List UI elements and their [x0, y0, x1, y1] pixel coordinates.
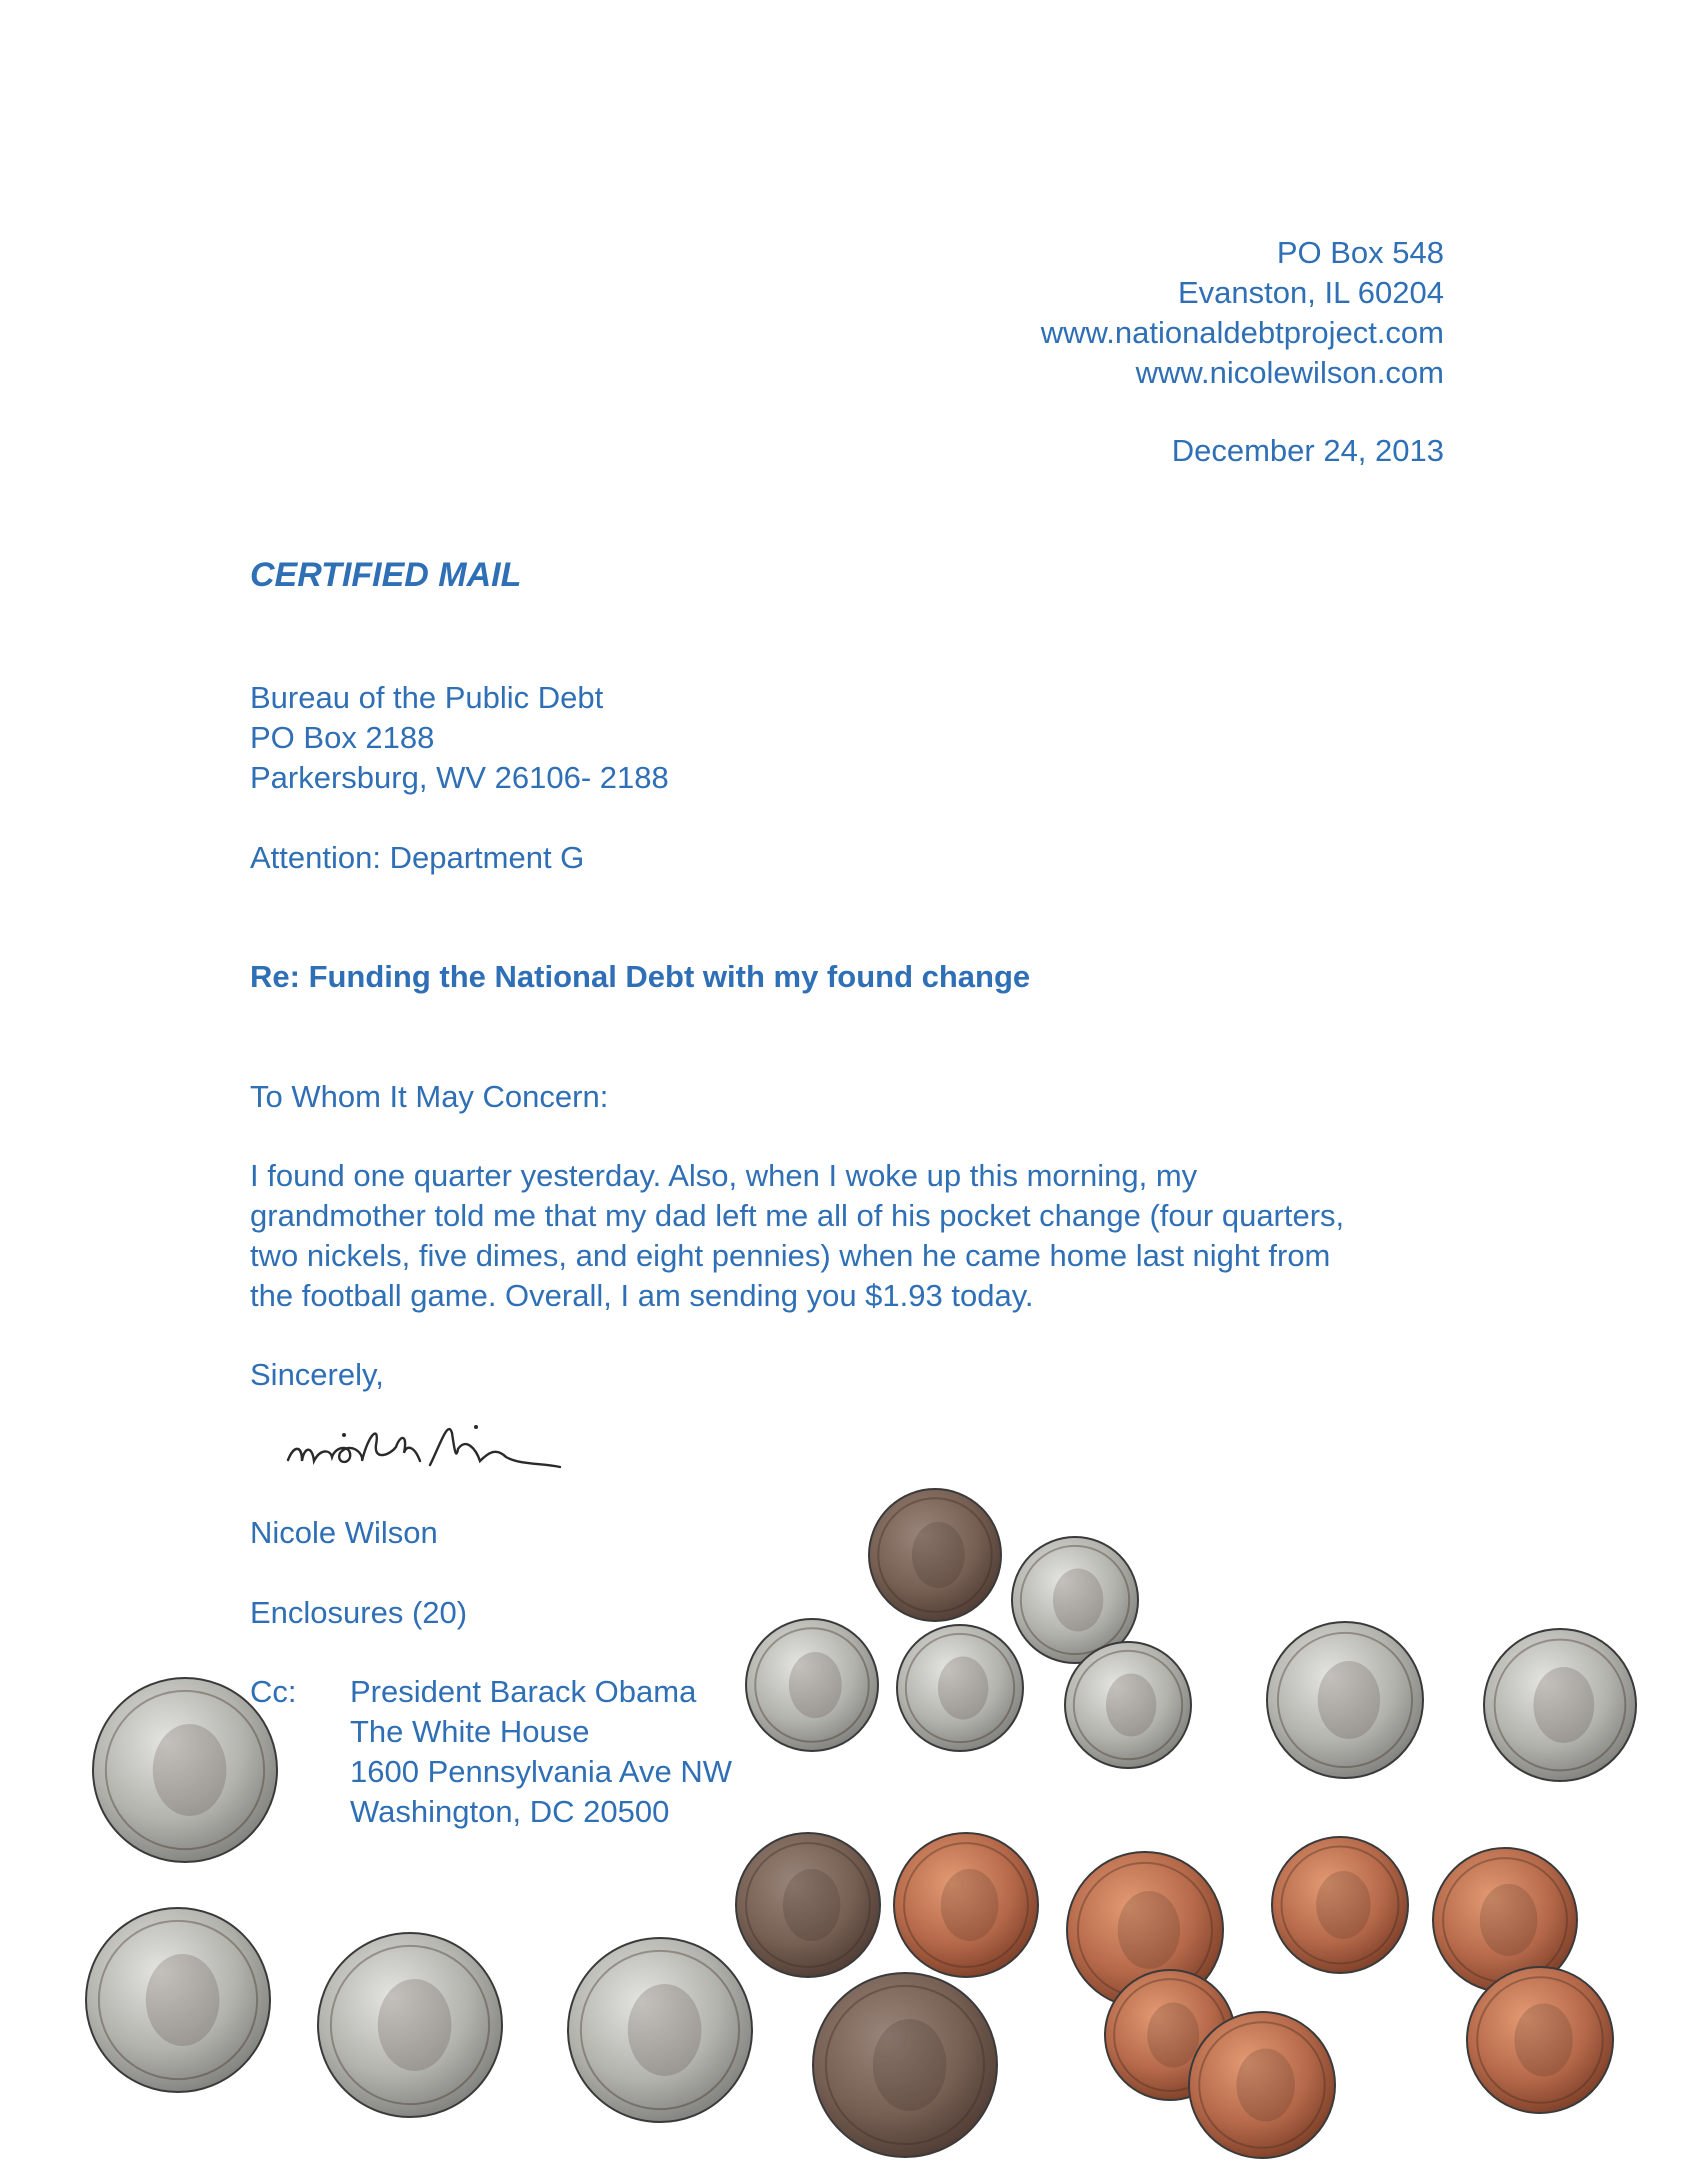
dime-coin — [897, 1625, 1023, 1751]
penny-coin — [1272, 1837, 1408, 1973]
salutation: To Whom It May Concern: — [250, 1079, 609, 1114]
body-line-3: two nickels, five dimes, and eight pennies) when he came home last night from — [250, 1238, 1331, 1273]
penny-worn-coin — [736, 1833, 880, 1977]
penny-worn-coin — [869, 1489, 1001, 1621]
enclosures-note: Enclosures (20) — [250, 1595, 468, 1630]
dime-coin — [746, 1619, 878, 1751]
closing: Sincerely, — [250, 1357, 384, 1392]
body-line-2: grandmother told me that my dad left me all of his pocket change (four quarters, — [250, 1198, 1345, 1233]
cc-line-1: President Barack Obama — [350, 1674, 697, 1709]
cc-line-3: 1600 Pennsylvania Ave NW — [350, 1754, 732, 1789]
quarter-coin — [93, 1678, 277, 1862]
recipient-line2: PO Box 2188 — [250, 720, 435, 755]
quarter-coin — [86, 1908, 270, 2092]
quarter-coin — [318, 1933, 502, 2117]
recipient-line3: Parkersburg, WV 26106- 2188 — [250, 760, 669, 795]
nickel-coin — [1267, 1622, 1423, 1778]
subject-line: Re: Funding the National Debt with my found change — [250, 959, 1031, 994]
quarter-coin — [568, 1938, 752, 2122]
nickel-coin — [1484, 1629, 1636, 1781]
penny-coin — [1467, 1967, 1613, 2113]
cc-line-4: Washington, DC 20500 — [350, 1794, 670, 1829]
body-line-1: I found one quarter yesterday. Also, when I woke up this morning, my — [250, 1158, 1198, 1193]
penny-coin — [894, 1833, 1038, 1977]
sender-address-line2: Evanston, IL 60204 — [1178, 275, 1444, 310]
sender-website-link[interactable]: www.nationaldebtproject.com — [1040, 315, 1444, 350]
penny-coin — [1189, 2012, 1335, 2158]
cc-line-2: The White House — [350, 1714, 590, 1749]
sender-name: Nicole Wilson — [250, 1515, 438, 1550]
dime-coin — [1065, 1642, 1191, 1768]
body-line-4: the football game. Overall, I am sending you $1.93 today. — [250, 1278, 1034, 1313]
certified-mail-heading: CERTIFIED MAIL — [250, 556, 522, 594]
attention-line: Attention: Department G — [250, 840, 585, 875]
sender-address-line1: PO Box 548 — [1276, 235, 1444, 270]
letter-date: December 24, 2013 — [1171, 433, 1444, 468]
sender-personal-website-link[interactable]: www.nicolewilson.com — [1135, 355, 1444, 390]
recipient-line1: Bureau of the Public Debt — [250, 680, 604, 715]
quarter-worn-coin — [813, 1973, 997, 2157]
cc-label: Cc: — [250, 1674, 297, 1709]
